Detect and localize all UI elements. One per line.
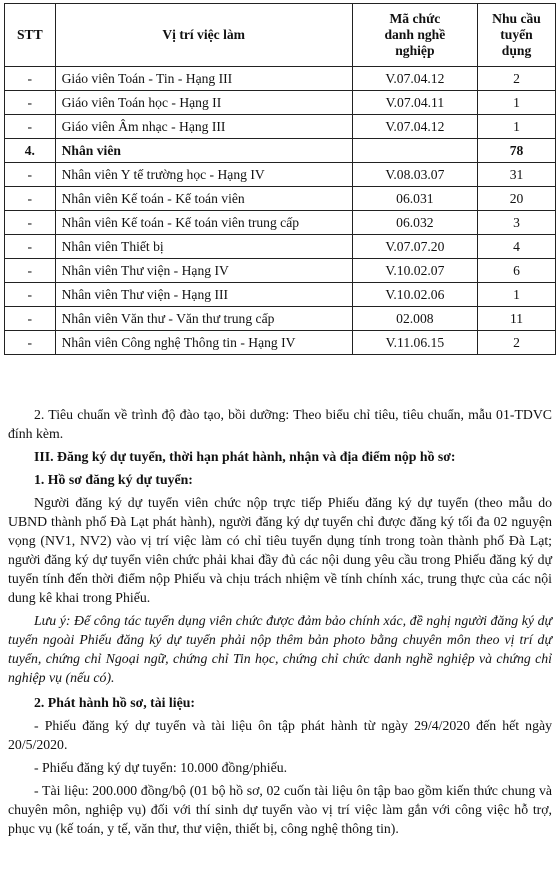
cell-position: Nhân viên Thiết bị bbox=[55, 235, 352, 259]
table-row bbox=[5, 283, 556, 307]
cell-code: 02.008 bbox=[352, 307, 477, 331]
cell-position: Giáo viên Toán học - Hạng II bbox=[55, 91, 352, 115]
header-position: Vị trí việc làm bbox=[55, 4, 352, 67]
standard-paragraph: 2. Tiêu chuẩn về trình độ đào tạo, bồi dưỡng: Theo biểu chỉ tiêu, tiêu chuẩn, mẫu 01-TDVC đính kèm. bbox=[8, 407, 552, 441]
table-group-row bbox=[5, 139, 556, 163]
cell-need: 31 bbox=[478, 163, 556, 187]
cell-position: Nhân viên Y tế trường học - Hạng IV bbox=[55, 163, 352, 187]
cell-need: 4 bbox=[478, 235, 556, 259]
header-need bbox=[478, 4, 556, 67]
header-code-line1: Mã chức bbox=[389, 11, 441, 26]
cell-need: 20 bbox=[478, 187, 556, 211]
cell-code: 06.031 bbox=[352, 187, 477, 211]
header-need-line2: tuyển bbox=[500, 27, 533, 42]
cell-need: 1 bbox=[478, 115, 556, 139]
cell-code: V.11.06.15 bbox=[352, 331, 477, 355]
cell-code: 06.032 bbox=[352, 211, 477, 235]
header-code-line2: danh nghề bbox=[384, 27, 446, 42]
cell-position: Giáo viên Âm nhạc - Hạng III bbox=[55, 115, 352, 139]
cell-stt: - bbox=[5, 235, 56, 259]
cell-stt: - bbox=[5, 163, 56, 187]
cell-position: Nhân viên Công nghệ Thông tin - Hạng IV bbox=[55, 331, 352, 355]
table-row bbox=[5, 307, 556, 331]
cell-stt: - bbox=[5, 91, 56, 115]
cell-code: V.10.02.06 bbox=[352, 283, 477, 307]
cell-position: Nhân viên Thư viện - Hạng IV bbox=[55, 259, 352, 283]
form-price-paragraph: - Phiếu đăng ký dự tuyển: 10.000 đồng/phiếu. bbox=[34, 760, 288, 775]
cell-need: 2 bbox=[478, 67, 556, 91]
cell-stt: - bbox=[5, 187, 56, 211]
table-row bbox=[5, 115, 556, 139]
cell-need: 1 bbox=[478, 283, 556, 307]
cell-stt: - bbox=[5, 259, 56, 283]
cell-stt: - bbox=[5, 67, 56, 91]
cell-need: 6 bbox=[478, 259, 556, 283]
issue-period-paragraph: - Phiếu đăng ký dự tuyển và tài liệu ôn tập phát hành từ ngày 29/4/2020 đến hết ngày 20/5/2020. bbox=[8, 718, 552, 752]
cell-code: V.08.03.07 bbox=[352, 163, 477, 187]
cell-code: V.07.04.12 bbox=[352, 67, 477, 91]
cell-code: V.10.02.07 bbox=[352, 259, 477, 283]
header-code-line3: nghiệp bbox=[395, 43, 435, 58]
cell-code: V.07.04.12 bbox=[352, 115, 477, 139]
cell-need: 1 bbox=[478, 91, 556, 115]
header-need-line3: dụng bbox=[501, 43, 532, 58]
section-3-heading: III. Đăng ký dự tuyển, thời hạn phát hành, nhận và địa điểm nộp hồ sơ: bbox=[34, 449, 456, 464]
cell-stt: - bbox=[5, 307, 56, 331]
subsection-2-heading: 2. Phát hành hồ sơ, tài liệu: bbox=[34, 695, 195, 710]
table-row bbox=[5, 211, 556, 235]
cell-need: 3 bbox=[478, 211, 556, 235]
cell-stt: 4. bbox=[5, 139, 56, 163]
table-row bbox=[5, 163, 556, 187]
cell-position: Nhân viên Văn thư - Văn thư trung cấp bbox=[55, 307, 352, 331]
table-row bbox=[5, 187, 556, 211]
header-need-line1: Nhu cầu bbox=[492, 11, 541, 26]
cell-position: Nhân viên Kế toán - Kế toán viên bbox=[55, 187, 352, 211]
cell-stt: - bbox=[5, 283, 56, 307]
header-stt: STT bbox=[5, 4, 56, 67]
cell-stt: - bbox=[5, 211, 56, 235]
cell-need: 78 bbox=[478, 139, 556, 163]
cell-position: Nhân viên Thư viện - Hạng III bbox=[55, 283, 352, 307]
header-code bbox=[352, 4, 477, 67]
table-row bbox=[5, 331, 556, 355]
materials-price-paragraph: - Tài liệu: 200.000 đồng/bộ (01 bộ hồ sơ, 02 cuốn tài liệu ôn tập bao gồm kiến thức chung và chuyên môn, nghiệp vụ) đối với thí sinh dự tuyển vào vị trí việc làm gắn với công việc hỗ trợ, phục vụ (kế toán, y tế, văn thư, thư viện, thiết bị, công nghệ thông tin). bbox=[8, 783, 552, 836]
cell-code: V.07.04.11 bbox=[352, 91, 477, 115]
cell-need: 11 bbox=[478, 307, 556, 331]
table-row bbox=[5, 259, 556, 283]
cell-position: Nhân viên Kế toán - Kế toán viên trung cấp bbox=[55, 211, 352, 235]
table-row bbox=[5, 235, 556, 259]
registration-paragraph: Người đăng ký dự tuyển viên chức nộp trực tiếp Phiếu đăng ký dự tuyển (theo mẫu do UBND thành phố Đà Lạt phát hành), người đăng ký dự tuyển chỉ được đăng ký tối đa 02 nguyện vọng (NV1, NV2) vào vị trí việc làm có chỉ tiêu tuyển dụng tính trong toàn thành phố Đà Lạt; người đăng ký dự tuyển viên chức phải khai đầy đủ các nội dung yêu cầu trong Phiếu đăng ký dự tuyển tính đến thời điểm nộp Phiếu và chịu trách nhiệm về tính chính xác, trung thực của các nội dung kê khai trong Phiếu. bbox=[8, 495, 552, 605]
cell-need: 2 bbox=[478, 331, 556, 355]
cell-position: Nhân viên bbox=[55, 139, 352, 163]
note-paragraph: Lưu ý: Để công tác tuyển dụng viên chức được đảm bảo chính xác, đề nghị người đăng ký dự tuyển ngoài Phiếu đăng ký dự tuyển phải nộp thêm bản photo bằng chuyên môn theo vị trí dự tuyển, chứng chỉ Ngoại ngữ, chứng chỉ Tin học, chứng chỉ chức danh nghề nghiệp và chứng chỉ nghiệp vụ (nếu có). bbox=[8, 613, 552, 685]
table-header-row bbox=[5, 4, 556, 67]
cell-code bbox=[352, 139, 477, 163]
subsection-1-heading: 1. Hồ sơ đăng ký dự tuyển: bbox=[34, 472, 193, 487]
job-positions-table bbox=[4, 3, 556, 355]
cell-code: V.07.07.20 bbox=[352, 235, 477, 259]
table-row bbox=[5, 67, 556, 91]
cell-stt: - bbox=[5, 331, 56, 355]
cell-stt: - bbox=[5, 115, 56, 139]
document-body bbox=[8, 405, 552, 842]
cell-position: Giáo viên Toán - Tin - Hạng III bbox=[55, 67, 352, 91]
table-row bbox=[5, 91, 556, 115]
